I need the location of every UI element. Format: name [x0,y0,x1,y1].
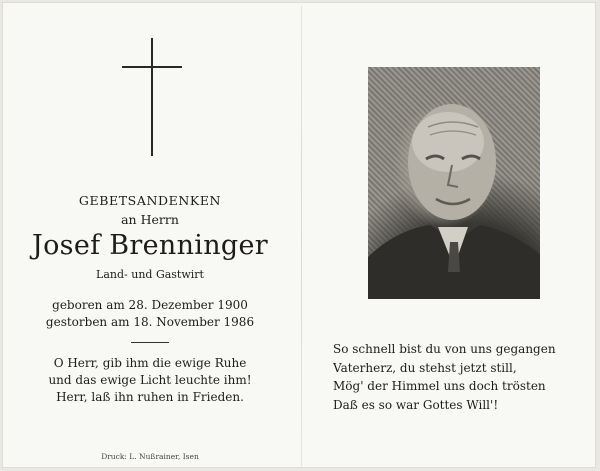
portrait-photo [368,67,540,299]
cross-horizontal-bar [122,66,182,68]
verse-line: Daß es so war Gottes Will'! [333,397,499,412]
prayer-text [0,355,300,406]
verse-line: Vaterherz, du stehst jetzt still, [333,360,517,375]
portrait-figure [368,67,540,299]
occupation: Land- und Gastwirt [96,268,204,281]
verse-line: Mög' der Himmel uns doch trösten [333,379,546,393]
card-heading: GEBETSANDENKEN [78,193,222,208]
card-subheading: an Herrn [121,212,179,227]
prayer-line: O Herr, gib ihm die ewige Ruhe [53,356,247,370]
printer-credit: Druck: L. Nußrainer, Isen [101,452,199,461]
prayer-line: Herr, laß ihn ruhen in Frieden. [56,390,244,404]
memorial-verse [333,340,593,414]
deceased-name: Josef Brenninger [32,230,268,261]
divider-line [131,342,169,343]
birth-date: geboren am 28. Dezember 1900 [52,298,248,312]
card-fold [301,6,302,468]
prayer-line: und das ewige Licht leuchte ihm! [48,373,252,387]
verse-line: So schnell bist du von uns gegangen [333,342,556,356]
death-date: gestorben am 18. November 1986 [45,315,255,329]
cross-vertical-bar [151,38,153,156]
life-dates [0,297,300,331]
